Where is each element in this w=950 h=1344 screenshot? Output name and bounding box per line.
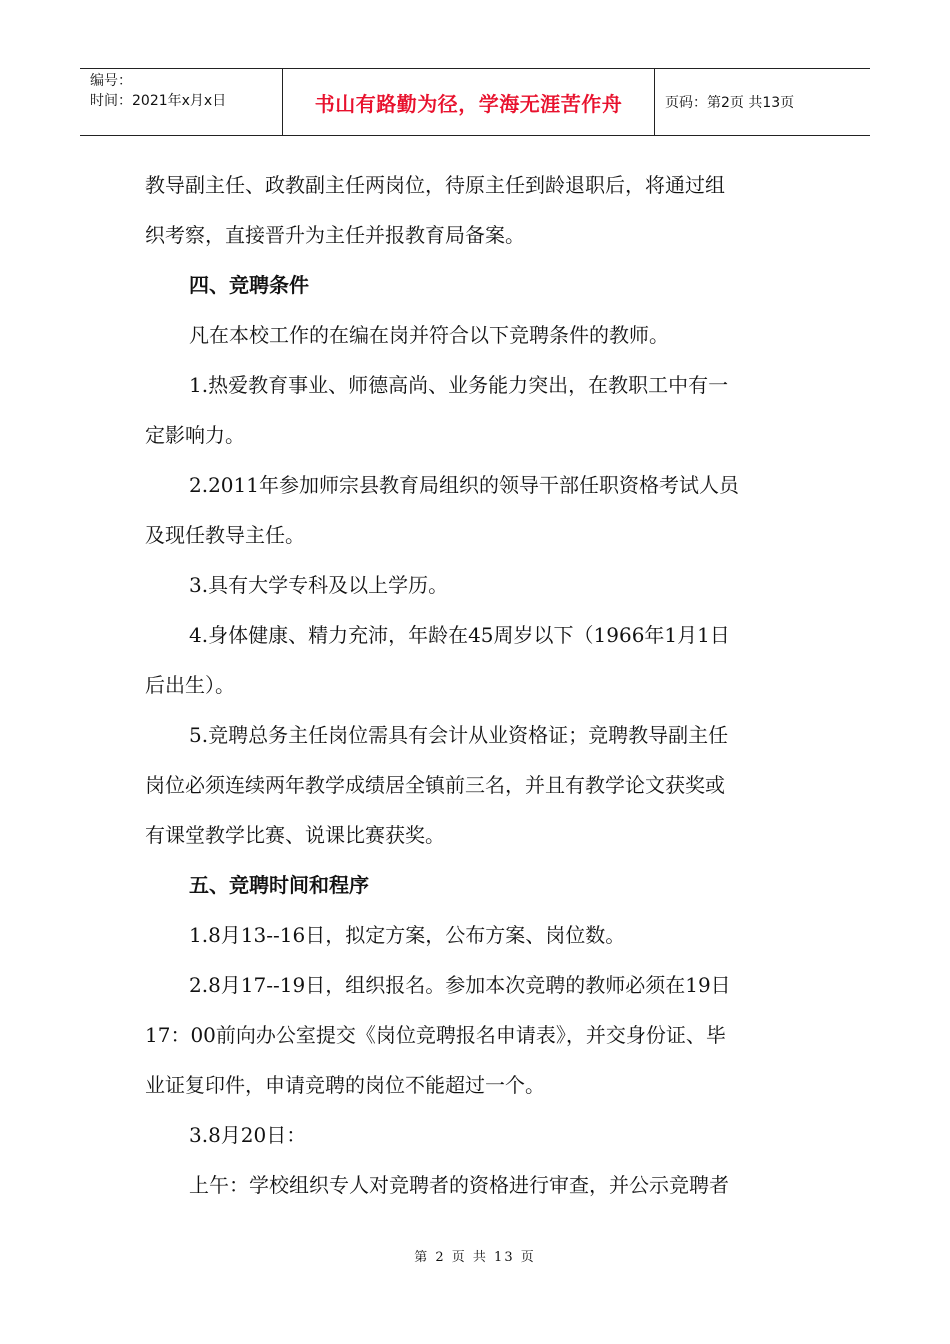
header-motto-cell (282, 69, 655, 135)
body-line: 1.8月13--16日，拟定方案，公布方案、岗位数。 (189, 923, 626, 947)
header-page-info-cell (655, 69, 870, 135)
body-line: 上午：学校组织专人对竞聘者的资格进行审查，并公示竞聘者 (189, 1173, 729, 1197)
body-line: 及现任教导主任。 (145, 523, 305, 547)
body-line: 17：00前向办公室提交《岗位竞聘报名申请表》，并交身份证、毕 (145, 1023, 726, 1047)
body-line: 定影响力。 (145, 423, 245, 447)
document-number-label: 编号： (90, 73, 132, 89)
body-line: 有课堂教学比赛、说课比赛获奖。 (145, 823, 445, 847)
page-footer: 第 2 页 共 13 页 (414, 1250, 536, 1265)
body-line: 2.8月17--19日，组织报名。参加本次竞聘的教师必须在19日 (189, 973, 731, 997)
header-meta (80, 69, 282, 135)
header-motto: 书山有路勤为径，学海无涯苦作舟 (314, 91, 623, 116)
body-line: 教导副主任、政教副主任两岗位，待原主任到龄退职后，将通过组 (145, 173, 725, 197)
body-line: 凡在本校工作的在编在岗并符合以下竞聘条件的教师。 (189, 323, 669, 347)
body-line: 2.2011年参加师宗县教育局组织的领导干部任职资格考试人员 (189, 473, 739, 497)
section-heading-conditions: 四、竞聘条件 (189, 273, 309, 297)
page-header (80, 68, 870, 136)
body-line: 4.身体健康、精力充沛，年龄在45周岁以下（1966年1月1日 (189, 623, 730, 647)
body-line: 业证复印件，申请竞聘的岗位不能超过一个。 (145, 1073, 545, 1097)
header-page-info: 页码：第2页 共13页 (665, 95, 795, 111)
body-line: 1.热爱教育事业、师德高尚、业务能力突出，在教职工中有一 (189, 373, 729, 397)
body-line: 后出生）。 (145, 673, 235, 697)
body-line: 5.竞聘总务主任岗位需具有会计从业资格证；竞聘教导副主任 (189, 723, 729, 747)
body-line: 织考察，直接晋升为主任并报教育局备案。 (145, 223, 525, 247)
body-line: 3.具有大学专科及以上学历。 (189, 573, 449, 597)
section-heading-procedure: 五、竞聘时间和程序 (189, 873, 369, 897)
document-date-label: 时间：2021年x月x日 (90, 93, 227, 109)
body-line: 岗位必须连续两年教学成绩居全镇前三名，并且有教学论文获奖或 (145, 773, 725, 797)
document-body (145, 160, 810, 1210)
body-line: 3.8月20日： (189, 1123, 307, 1147)
